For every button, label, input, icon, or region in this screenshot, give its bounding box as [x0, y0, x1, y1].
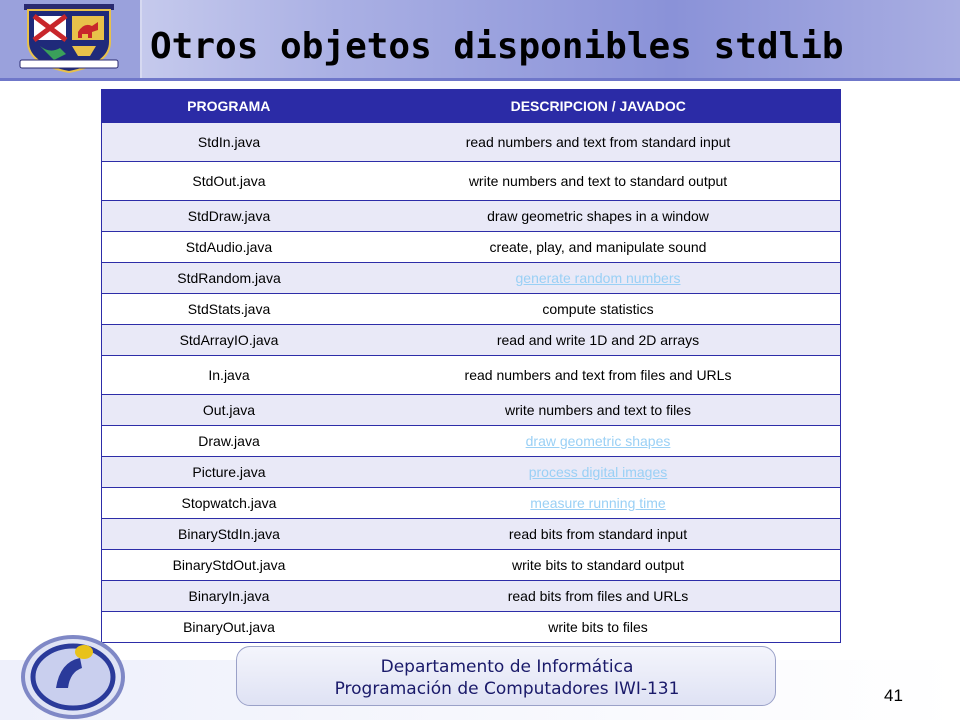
description-cell [356, 488, 841, 519]
table-header-row [102, 90, 841, 123]
table-row [102, 488, 841, 519]
program-cell: StdDraw.java [102, 201, 357, 232]
program-cell: In.java [102, 356, 357, 395]
program-cell: StdArrayIO.java [102, 325, 357, 356]
description-cell: read numbers and text from standard input [356, 123, 841, 162]
table-row [102, 519, 841, 550]
program-cell: BinaryStdOut.java [102, 550, 357, 581]
description-cell: write numbers and text to standard output [356, 162, 841, 201]
column-header-description: DESCRIPCION / JAVADOC [356, 90, 841, 123]
description-cell: compute statistics [356, 294, 841, 325]
page-number: 41 [884, 686, 903, 705]
table-row [102, 612, 841, 643]
program-cell: StdAudio.java [102, 232, 357, 263]
table-row [102, 201, 841, 232]
table-row [102, 395, 841, 426]
description-cell: read and write 1D and 2D arrays [356, 325, 841, 356]
link-draw-geometric-shapes[interactable]: draw geometric shapes [525, 433, 671, 449]
program-cell: StdIn.java [102, 123, 357, 162]
program-cell: StdStats.java [102, 294, 357, 325]
description-cell: read numbers and text from files and URLs [356, 356, 841, 395]
link-process-digital-images[interactable]: process digital images [528, 464, 668, 480]
description-cell [356, 426, 841, 457]
table-row [102, 426, 841, 457]
description-cell: read bits from files and URLs [356, 581, 841, 612]
description-cell [356, 457, 841, 488]
program-cell: BinaryOut.java [102, 612, 357, 643]
description-cell: create, play, and manipulate sound [356, 232, 841, 263]
description-cell: read bits from standard input [356, 519, 841, 550]
description-cell [356, 263, 841, 294]
description-cell: write numbers and text to files [356, 395, 841, 426]
program-cell: Out.java [102, 395, 357, 426]
footer-department: Departamento de Informática [380, 657, 634, 677]
program-cell: BinaryStdIn.java [102, 519, 357, 550]
table-row [102, 457, 841, 488]
table-row [102, 232, 841, 263]
program-cell: Draw.java [102, 426, 357, 457]
slide-header [0, 0, 960, 78]
table-row [102, 294, 841, 325]
table-row [102, 263, 841, 294]
description-cell: draw geometric shapes in a window [356, 201, 841, 232]
header-divider [140, 0, 142, 78]
link-generate-random-numbers[interactable]: generate random numbers [515, 270, 681, 286]
table-row [102, 162, 841, 201]
header-underline [0, 78, 960, 81]
footer-box [236, 646, 776, 706]
description-cell: write bits to files [356, 612, 841, 643]
column-header-program: PROGRAMA [102, 90, 357, 123]
program-cell: Picture.java [102, 457, 357, 488]
description-cell: write bits to standard output [356, 550, 841, 581]
program-cell: BinaryIn.java [102, 581, 357, 612]
table-row [102, 123, 841, 162]
footer-course: Programación de Computadores IWI-131 [334, 679, 680, 699]
department-logo-icon [18, 622, 128, 720]
slide-title: Otros objetos disponibles stdlib [150, 26, 844, 67]
table-row [102, 325, 841, 356]
university-crest-icon [10, 2, 128, 74]
table-row [102, 581, 841, 612]
table-row [102, 356, 841, 395]
program-cell: StdOut.java [102, 162, 357, 201]
program-cell: StdRandom.java [102, 263, 357, 294]
link-measure-running-time[interactable]: measure running time [530, 495, 666, 511]
table-row [102, 550, 841, 581]
program-cell: Stopwatch.java [102, 488, 357, 519]
stdlib-table [101, 89, 841, 643]
